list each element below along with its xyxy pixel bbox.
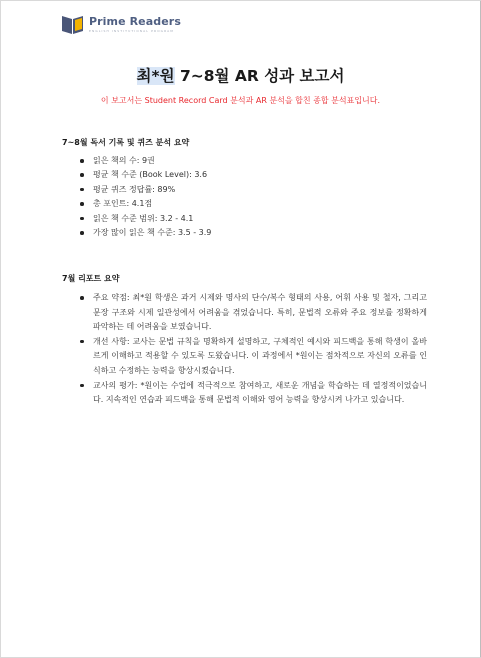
list-item: 교사의 평가: *원이는 수업에 적극적으로 참여하고, 새로운 개념을 학습하는 데 열정적이었습니다. 지속적인 연습과 피드백을 통해 문법적 이해와 영어 능력을 향상시켜 나가고 있습니다.: [77, 379, 427, 408]
list-item: 평균 책 수준 (Book Level): 3.6: [77, 168, 417, 182]
reading-summary-list: [77, 154, 417, 240]
brand-logo: [61, 15, 181, 35]
brand-tagline: ENGLISH INSTITUTIONAL PROGRAM: [89, 29, 174, 33]
list-item: 읽은 책의 수: 9권: [77, 154, 417, 168]
list-item: 가장 많이 읽은 책 수준: 3.5 - 3.9: [77, 226, 417, 240]
student-name-highlight: 최*원: [136, 67, 175, 85]
reading-summary-heading: 7~8월 독서 기록 및 퀴즈 분석 요약: [62, 138, 190, 147]
list-item: 개선 사항: 교사는 문법 규칙을 명확하게 설명하고, 구체적인 예시와 피드백을 통해 학생이 올바르게 이해하고 적용할 수 있도록 도왔습니다. 이 과정에서 *원이는 점차적으로 자신의 오류를 인식하고 수정하는 능력을 향상시켰습니다.: [77, 335, 427, 379]
list-item: 주요 약점: 최*원 학생은 과거 시제와 명사의 단수/복수 형태의 사용, 어휘 사용 및 철자, 그리고 문장 구조와 시제 일관성에서 어려움을 겪었습니다. 특히, 문법적 오류와 주요 정보를 정확하게 파악하는 데 어려움을 보였습니다.: [77, 291, 427, 335]
list-item: 평균 퀴즈 정답률: 89%: [77, 183, 417, 197]
july-report-heading: 7월 리포트 요약: [62, 274, 120, 283]
book-logo-icon: [61, 15, 85, 35]
report-subtitle: 이 보고서는 Student Record Card 분석과 AR 분석을 합친 종합 분석표입니다.: [100, 96, 381, 105]
report-title-rest: 7~8월 AR 성과 보고서: [174, 67, 345, 85]
list-item: 읽은 책 수준 범위: 3.2 - 4.1: [77, 212, 417, 226]
brand-name: Prime Readers: [89, 15, 181, 28]
report-title: [1, 63, 480, 89]
list-item: 총 포인트: 4.1점: [77, 197, 417, 211]
july-report-list: [77, 291, 427, 408]
